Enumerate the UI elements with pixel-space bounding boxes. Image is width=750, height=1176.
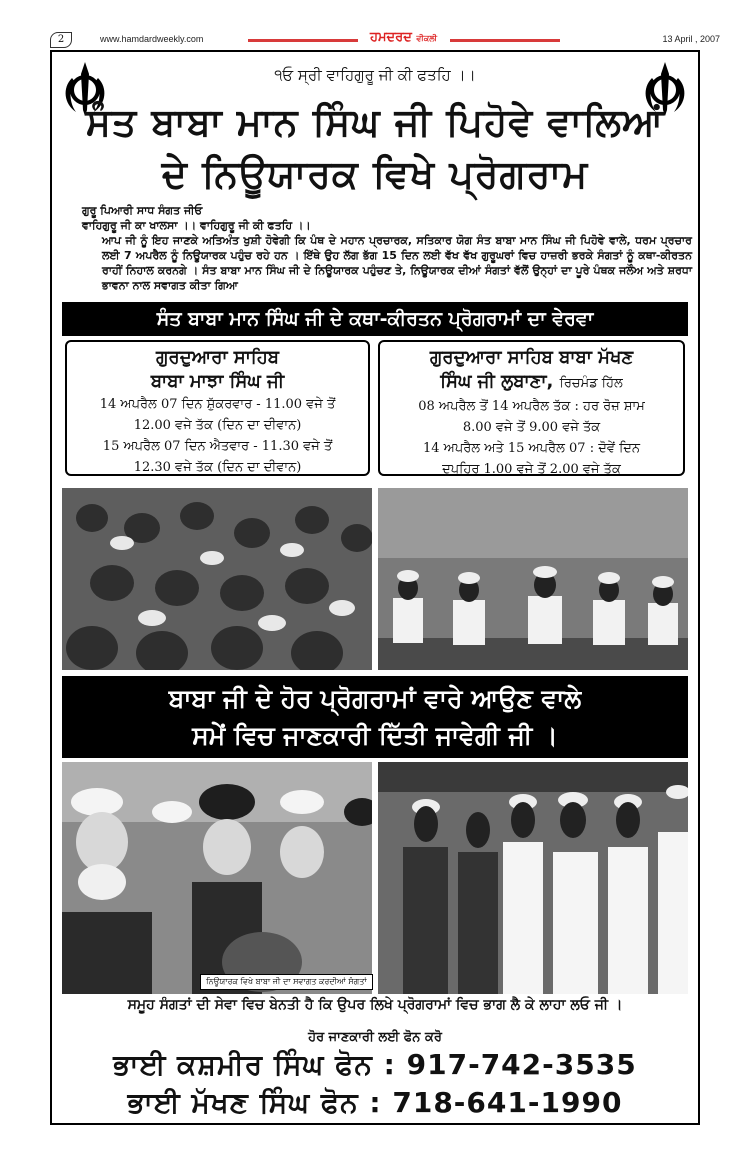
photo-caption: ਨਿਊਯਾਰਕ ਵਿਖੇ ਬਾਬਾ ਜੀ ਦਾ ਸਵਾਗਤ ਕਰਦੀਆਂ ਸੰਗਤਾਂ <box>200 974 373 990</box>
contact-phone[interactable]: 718-641-1990 <box>392 1086 623 1119</box>
intro-greeting: ਗੁਰੂ ਪਿਆਰੀ ਸਾਧ ਸੰਗਤ ਜੀਓ <box>82 204 203 217</box>
website-url[interactable]: www.hamdardweekly.com <box>100 34 204 44</box>
appeal-text: ਸਮੂਹ ਸੰਗਤਾਂ ਦੀ ਸੇਵਾ ਵਿਚ ਬੇਨਤੀ ਹੈ ਕਿ ਉਪਰ ਲਿਖੇ ਪ੍ਰੋਗਰਾਮਾਂ ਵਿਚ ਭਾਗ ਲੈ ਕੇ ਲਾਹਾ ਲਓ ਜੀ । <box>127 997 623 1013</box>
contact-line <box>0 1048 750 1082</box>
banner-line-1: ਬਾਬਾ ਜੀ ਦੇ ਹੋਰ ਪ੍ਰੋਗਰਾਮਾਂ ਵਾਰੇ ਆਉਣ ਵਾਲੇ <box>168 684 582 713</box>
contact-name: ਭਾਈ ਮੱਖਣ ਸਿੰਘ ਫੋਨ <box>127 1086 359 1119</box>
intro-body: ਆਪ ਜੀ ਨੂੰ ਇਹ ਜਾਣਕੇ ਅਤਿਅੰਤ ਖੁਸ਼ੀ ਹੋਵੇਗੀ ਕਿ ਪੰਥ ਦੇ ਮਹਾਨ ਪ੍ਰਚਾਰਕ, ਸਤਿਕਾਰ ਯੋਗ ਸੰਤ ਬਾਬਾ ਮਾਨ ਸਿੰਘ ਜੀ ਪਿਹੋਵੇ ਵਾਲੇ, ਧਰਮ ਪ੍ਰਚਾਰ ਲਈ 7 ਅਪਰੈਲ ਨੂੰ ਨਿਊਯਾਰਕ ਪਹੁੰਚ ਰਹੇ ਹਨ । ਇੱਥੇ ਉਹ ਲੱਗ ਭੱਗ 15 ਦਿਨ ਲਈ ਵੱਖ ਵੱਖ ਗੁਰੂਘਰਾਂ ਵਿਚ ਹਾਜ਼ਰੀ ਭਰਕੇ ਸੰਗਤਾਂ ਨੂੰ ਕਥਾ-ਕੀਰਤਨ ਰਾਹੀਂ ਨਿਹਾਲ ਕਰਨਗੇ । ਸੰਤ ਬਾਬਾ ਮਾਨ ਸਿੰਘ ਜੀ ਦੇ ਨਿਊਯਾਰਕ ਪਹੁੰਚਣ ਤੇ, ਨਿਊਯਾਰਕ ਦੀਆਂ ਸੰਗਤਾਂ ਵੱਲੋਂ ਉਨ੍ਹਾਂ ਦਾ ਪੂਰੇ ਪੰਥਕ ਜਲੌਅ ਅਤੇ ਸ਼ਰਧਾ ਭਾਵਨਾ ਨਾਲ ਸਵਾਗਤ ਕੀਤਾ ਗਿਆ <box>102 234 692 292</box>
masthead <box>370 30 437 45</box>
program-venue: ਗੁਰਦੁਆਰਾ ਸਾਹਿਬ ਬਾਬਾ ਮੱਖਣ <box>429 347 634 368</box>
program-box <box>378 340 685 476</box>
program-time: 12.30 ਵਜੇ ਤੱਕ (ਦਿਨ ਦਾ ਦੀਵਾਨ) <box>133 460 302 475</box>
banner-line-2: ਸਮੇਂ ਵਿਚ ਜਾਣਕਾਰੀ ਦਿੱਤੀ ਜਾਵੇਗੀ ਜੀ । <box>192 721 558 750</box>
stage-photo <box>378 488 688 670</box>
program-time: ਦੁਪਹਿਰ 1.00 ਵਜੇ ਤੋਂ 2.00 ਵਜੇ ਤੱਕ <box>442 462 621 477</box>
program-location: ਰਿਚਮੰਡ ਹਿੱਲ <box>559 376 623 391</box>
program-venue-name: ਸਿੰਘ ਜੀ ਲੁਬਾਣਾ, <box>440 371 554 392</box>
program-time: 15 ਅਪਰੈਲ 07 ਦਿਨ ਐਤਵਾਰ - 11.30 ਵਜੇ ਤੋਂ <box>102 439 333 454</box>
more-info-label: ਹੋਰ ਜਾਣਕਾਰੀ ਲਈ ਫੋਨ ਕਰੋ <box>308 1030 442 1045</box>
contact-line <box>0 1086 750 1120</box>
page-header <box>40 30 720 50</box>
program-time: 12.00 ਵਜੇ ਤੱਕ (ਦਿਨ ਦਾ ਦੀਵਾਨ) <box>133 418 302 433</box>
program-venue-line-2: ਬਾਬਾ ਮਾਝਾ ਸਿੰਘ ਜੀ <box>150 371 285 392</box>
group-photo <box>378 762 688 994</box>
contact-name: ਭਾਈ ਕਸ਼ਮੀਰ ਸਿੰਘ ਫੋਨ <box>113 1048 373 1081</box>
contact-phone[interactable]: 917-742-3535 <box>406 1048 637 1081</box>
intro-salutation: ਵਾਹਿਗੁਰੂ ਜੀ ਕਾ ਖਾਲਸਾ ।। ਵਾਹਿਗੁਰੂ ਜੀ ਕੀ ਫਤਹਿ ।। <box>82 219 311 232</box>
program-box <box>65 340 370 476</box>
invocation: ੧ਓ ਸ੍ਰੀ ਵਾਹਿਗੁਰੂ ਜੀ ਕੀ ਫਤਹਿ ।। <box>274 66 476 84</box>
masthead-sub: ਵੀਕਲੀ <box>416 34 438 43</box>
schedule-heading: ਸੰਤ ਬਾਬਾ ਮਾਨ ਸਿੰਘ ਜੀ ਦੇ ਕਥਾ-ਕੀਰਤਨ ਪ੍ਰੋਗਰਾਮਾਂ ਦਾ ਵੇਰਵਾ <box>62 302 688 336</box>
welcome-photo <box>62 762 372 994</box>
program-time: 14 ਅਪਰੈਲ 07 ਦਿਨ ਸ਼ੁੱਕਰਵਾਰ - 11.00 ਵਜੇ ਤੋਂ <box>99 397 336 412</box>
contact-separator: : <box>383 1048 407 1081</box>
congregation-photo <box>62 488 372 670</box>
program-time: 08 ਅਪਰੈਲ ਤੋਂ 14 ਅਪਰੈਲ ਤੱਕ : ਹਰ ਰੋਜ਼ ਸ਼ਾਮ <box>418 399 645 414</box>
program-venue-line-2 <box>380 370 683 396</box>
headline-line-2: ਦੇ ਨਿਊਯਾਰਕ ਵਿਖੇ ਪ੍ਰੋਗਰਾਮ <box>161 152 589 196</box>
intro-text <box>82 203 692 293</box>
contact-separator: : <box>369 1086 393 1119</box>
program-time: 8.00 ਵਜੇ ਤੋਂ 9.00 ਵਜੇ ਤੱਕ <box>462 420 601 435</box>
header-rule-right <box>450 39 560 42</box>
issue-date: 13 April , 2007 <box>662 34 720 44</box>
page-number: 2 <box>50 32 72 48</box>
program-venue: ਗੁਰਦੁਆਰਾ ਸਾਹਿਬ <box>156 347 279 368</box>
masthead-title: ਹਮਦਰਦ <box>370 30 412 45</box>
header-rule-left <box>248 39 358 42</box>
headline-line-1: ਸੰਤ ਬਾਬਾ ਮਾਨ ਸਿੰਘ ਜੀ ਪਿਹੋਵੇ ਵਾਲਿਆਂ <box>85 100 665 144</box>
program-time: 14 ਅਪਰੈਲ ਅਤੇ 15 ਅਪਰੈਲ 07 : ਦੋਵੇਂ ਦਿਨ <box>422 441 641 456</box>
upcoming-programs-banner <box>62 676 688 758</box>
